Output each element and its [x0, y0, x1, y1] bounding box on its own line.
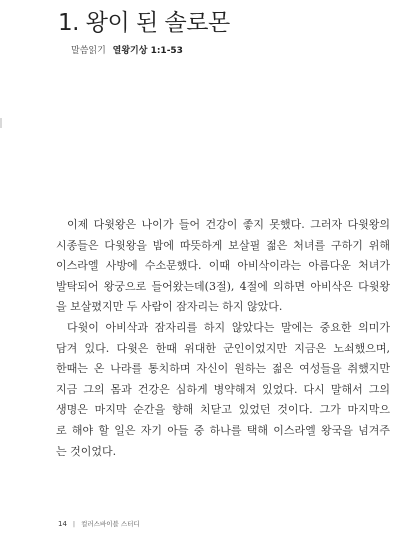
text-line: 는 것이었다. [56, 444, 117, 458]
text-line: 로 해야 할 일은 자기 아들 중 하나를 택해 이스라엘 왕국을 넘겨주 [56, 423, 390, 437]
footer-separator: | [72, 520, 76, 528]
chapter-title: 1. 왕이 된 솔로몬 [58, 10, 230, 36]
scripture-reading [71, 43, 183, 56]
text-line: 이제 다윗왕은 나이가 들어 건강이 좋지 못했다. 그러자 다윗왕의 [67, 218, 390, 231]
text-line: 지금 그의 몸과 건강은 심하게 병약해져 있었다. 다시 말해서 그의 [56, 382, 390, 396]
book-title: 컬러스바이블 스터디 [81, 520, 140, 528]
text-line: 생명은 마지막 순간을 향해 치닫고 있었던 것이다. 그가 마지막으 [56, 403, 390, 417]
text-line: 발탁되어 왕궁으로 들어왔는데(3절), 4절에 의하면 아비삭은 다윗왕 [56, 279, 390, 293]
body-text [56, 215, 390, 462]
text-line: 한때는 온 나라를 통치하며 자신이 원하는 젊은 여성들을 취했지만 [56, 362, 390, 376]
page-number: 14 [58, 520, 67, 528]
text-line: 시종들은 다윗왕을 밤에 따뜻하게 보살필 젊은 처녀를 구하기 위해 [56, 238, 390, 252]
text-line: 담겨 있다. 다윗은 한때 위대한 군인이었지만 지금은 노쇠했으며, [56, 341, 390, 355]
text-line: 을 보살폈지만 두 사람이 잠자리는 하지 않았다. [56, 300, 283, 314]
page-footer [58, 519, 140, 528]
text-line: 다윗이 아비삭과 잠자리를 하지 않았다는 말에는 중요한 의미가 [67, 320, 390, 334]
reading-label: 말씀읽기 [71, 46, 106, 56]
text-line: 이스라엘 사방에 수소문했다. 이때 아비삭이라는 아름다운 처녀가 [56, 259, 390, 273]
page-edge-mark [0, 118, 2, 128]
reading-reference: 열왕기상 1:1-53 [112, 46, 183, 56]
